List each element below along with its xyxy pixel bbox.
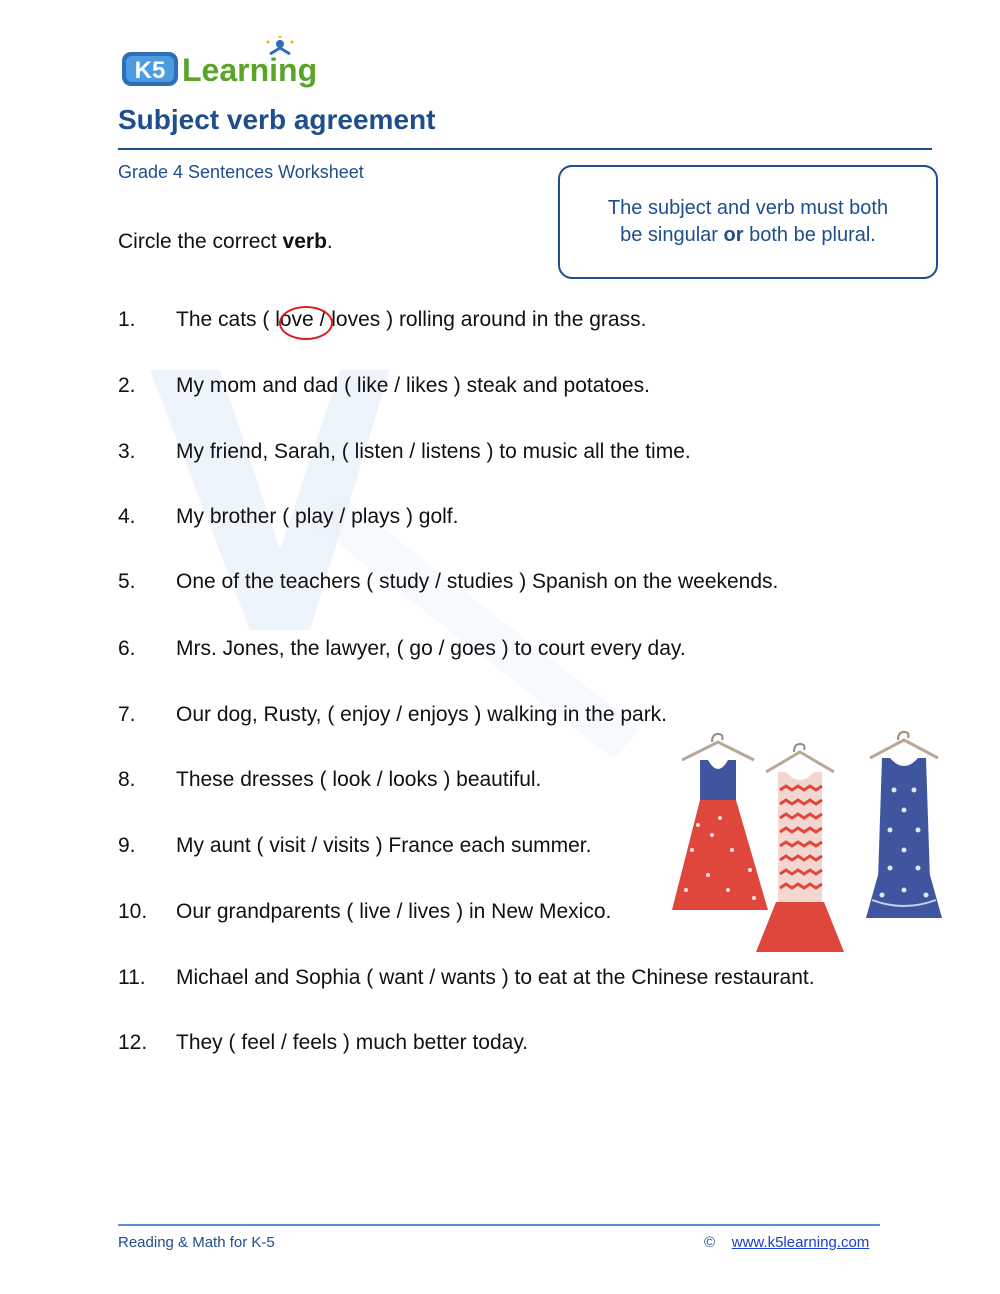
question-number: 11. bbox=[118, 966, 146, 989]
option-2[interactable]: plays bbox=[351, 505, 401, 528]
option-2[interactable]: listens bbox=[421, 440, 481, 463]
question-text-before: My aunt ( bbox=[176, 834, 270, 857]
question-number: 8. bbox=[118, 768, 136, 791]
question-text-after: ) France each summer. bbox=[369, 834, 592, 857]
option-1[interactable]: study bbox=[379, 570, 430, 593]
question-text-before: The cats ( bbox=[176, 308, 276, 331]
option-2[interactable]: goes bbox=[450, 637, 496, 660]
question-text-before: These dresses ( bbox=[176, 768, 333, 791]
option-1[interactable]: play bbox=[295, 505, 334, 528]
question-text-after: ) to eat at the Chinese restaurant. bbox=[495, 966, 815, 989]
question-text-before: One of the teachers ( bbox=[176, 570, 380, 593]
question-number: 1. bbox=[118, 308, 136, 331]
dress-icon bbox=[672, 734, 768, 910]
option-1[interactable]: live bbox=[359, 900, 391, 923]
question-number: 4. bbox=[118, 505, 136, 528]
question-text-after: ) rolling around in the grass. bbox=[380, 308, 647, 331]
option-2[interactable]: feels bbox=[292, 1031, 338, 1054]
question-item: 8. These dresses ( look / looks ) beautiful. bbox=[118, 768, 542, 791]
instruction-prefix: Circle the correct bbox=[118, 230, 283, 253]
question-text-before: They ( bbox=[176, 1031, 242, 1054]
question-item: 2. My mom and dad ( like / likes ) steak and potatoes. bbox=[118, 374, 650, 397]
question-text-before: Our dog, Rusty, ( bbox=[176, 703, 341, 726]
option-1[interactable]: want bbox=[379, 966, 424, 989]
question-number: 3. bbox=[118, 440, 136, 463]
dress-icon bbox=[866, 732, 942, 918]
question-item: 6. Mrs. Jones, the lawyer, ( go / goes ) to court every day. bbox=[118, 637, 686, 660]
option-1[interactable]: look bbox=[332, 768, 371, 791]
option-2[interactable]: visits bbox=[323, 834, 370, 857]
option-1[interactable]: like bbox=[356, 374, 389, 397]
question-item: 1. The cats ( love / loves ) rolling around in the grass. bbox=[118, 308, 647, 331]
copyright-symbol: © bbox=[704, 1234, 716, 1251]
option-2[interactable]: wants bbox=[441, 966, 496, 989]
option-2[interactable]: loves bbox=[331, 308, 381, 331]
question-item: 4. My brother ( play / plays ) golf. bbox=[118, 505, 459, 528]
question-number: 10. bbox=[118, 900, 148, 923]
tip-line-2 bbox=[620, 222, 876, 249]
question-item: 12. They ( feel / feels ) much better today. bbox=[118, 1031, 529, 1054]
page-title: Subject verb agreement bbox=[118, 104, 436, 135]
option-2[interactable]: lives bbox=[408, 900, 451, 923]
website-link[interactable]: www.k5learning.com bbox=[731, 1234, 870, 1251]
question-number: 9. bbox=[118, 834, 136, 857]
footer-divider bbox=[118, 1224, 880, 1226]
option-1[interactable]: love bbox=[275, 308, 314, 331]
option-2[interactable]: likes bbox=[405, 374, 448, 397]
question-number: 6. bbox=[118, 637, 136, 660]
question-text-before: Our grandparents ( bbox=[176, 900, 360, 923]
title-divider bbox=[118, 148, 932, 150]
hanger-icon bbox=[682, 734, 754, 760]
question-number: 2. bbox=[118, 374, 136, 397]
question-text-after: ) in New Mexico. bbox=[450, 900, 612, 923]
option-1[interactable]: enjoy bbox=[340, 703, 391, 726]
option-2[interactable]: looks bbox=[388, 768, 438, 791]
instruction-bold: verb bbox=[282, 230, 327, 253]
question-number: 12. bbox=[118, 1031, 148, 1054]
instruction-suffix: . bbox=[326, 230, 333, 253]
tip-line-2-suffix: both be plural. bbox=[743, 224, 876, 246]
tip-line-2-bold: or bbox=[723, 224, 744, 246]
question-item: 7. Our dog, Rusty, ( enjoy / enjoys ) walking in the park. bbox=[118, 703, 668, 726]
hanger-icon bbox=[870, 732, 938, 758]
question-item: 10. Our grandparents ( live / lives ) in New Mexico. bbox=[118, 900, 612, 923]
question-text-before: My mom and dad ( bbox=[176, 374, 357, 397]
question-text-before: My brother ( bbox=[176, 505, 296, 528]
option-1[interactable]: go bbox=[409, 637, 433, 660]
dresses-illustration bbox=[672, 730, 942, 955]
question-item: 11. Michael and Sophia ( want / wants ) to eat at the Chinese restaurant. bbox=[118, 966, 815, 989]
footer-copyright bbox=[704, 1234, 869, 1251]
k5-logo-icon bbox=[122, 52, 178, 86]
question-text-before: Michael and Sophia ( bbox=[176, 966, 380, 989]
question-text-after: ) walking in the park. bbox=[468, 703, 668, 726]
worksheet-subtitle: Grade 4 Sentences Worksheet bbox=[118, 162, 364, 182]
question-item: 5. One of the teachers ( study / studies ) Spanish on the weekends. bbox=[118, 570, 779, 593]
question-text-after: ) to music all the time. bbox=[480, 440, 691, 463]
option-1[interactable]: feel bbox=[241, 1031, 276, 1054]
option-1[interactable]: listen bbox=[354, 440, 404, 463]
logo-badge-text: K5 bbox=[134, 57, 166, 84]
question-number: 7. bbox=[118, 703, 136, 726]
grammar-tip-box bbox=[558, 165, 938, 279]
question-item: 3. My friend, Sarah, ( listen / listens ) to music all the time. bbox=[118, 440, 691, 463]
tip-line-1: The subject and verb must both bbox=[607, 197, 889, 219]
question-text-after: ) golf. bbox=[400, 505, 459, 528]
question-text-after: ) much better today. bbox=[337, 1031, 529, 1054]
question-text-after: ) to court every day. bbox=[495, 637, 686, 660]
question-number: 5. bbox=[118, 570, 136, 593]
option-1[interactable]: visit bbox=[269, 834, 306, 857]
question-text-before: Mrs. Jones, the lawyer, ( bbox=[176, 637, 410, 660]
question-text-after: ) Spanish on the weekends. bbox=[513, 570, 779, 593]
option-2[interactable]: studies bbox=[446, 570, 514, 593]
question-text-before: My friend, Sarah, ( bbox=[176, 440, 355, 463]
logo-word: Learning bbox=[182, 52, 318, 88]
tip-line-2-prefix: be singular bbox=[620, 224, 724, 246]
question-item: 9. My aunt ( visit / visits ) France each summer. bbox=[118, 834, 592, 857]
answer-circle bbox=[279, 306, 333, 340]
hanger-icon bbox=[766, 744, 834, 772]
instruction bbox=[118, 230, 333, 254]
k5-learning-logo bbox=[120, 36, 340, 96]
dress-icon bbox=[756, 744, 844, 952]
question-text-after: ) steak and potatoes. bbox=[447, 374, 650, 397]
question-text-after: ) beautiful. bbox=[437, 768, 542, 791]
option-2[interactable]: enjoys bbox=[407, 703, 469, 726]
footer-tagline: Reading & Math for K-5 bbox=[118, 1234, 275, 1251]
